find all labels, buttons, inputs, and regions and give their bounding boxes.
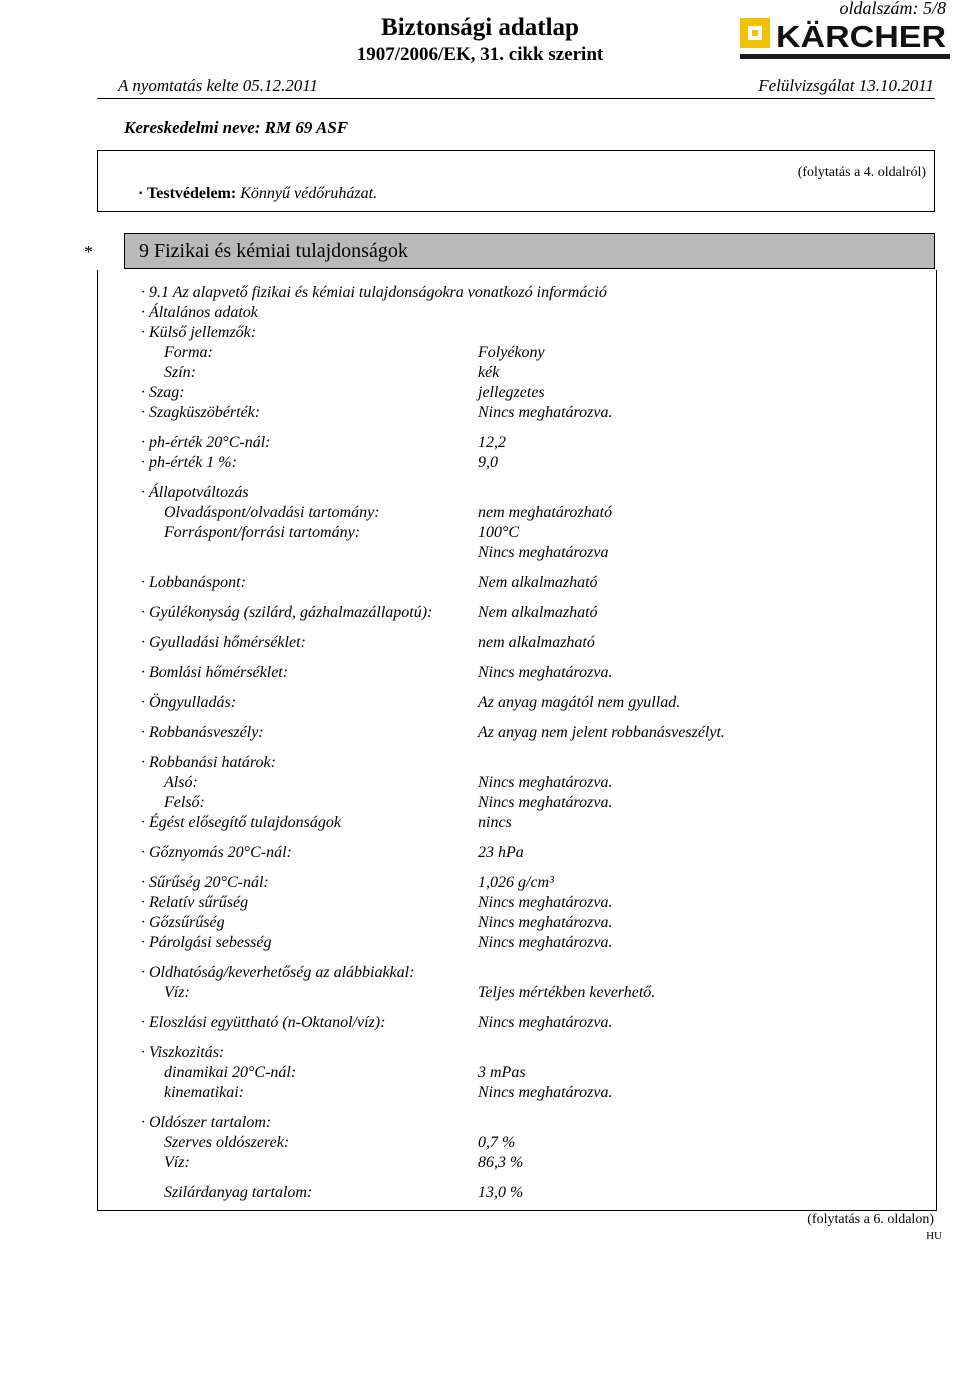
property-value: 1,026 g/cm³ xyxy=(478,874,554,891)
property-value: Nincs meghatározva. xyxy=(478,794,613,811)
property-value: 13,0 % xyxy=(478,1184,524,1201)
property-label: · Szagküszöbérték: xyxy=(141,404,261,421)
continuation-to: (folytatás a 6. oldalon) xyxy=(807,1212,934,1227)
property-value: 86,3 % xyxy=(478,1154,524,1171)
property-value: 100°C xyxy=(478,524,520,541)
property-value: Nincs meghatározva. xyxy=(478,914,613,931)
property-value: kék xyxy=(478,364,500,381)
property-label: dinamikai 20°C-nál: xyxy=(164,1064,297,1081)
property-label: · Általános adatok xyxy=(141,304,258,321)
property-value: Az anyag nem jelent robbanásveszélyt. xyxy=(478,724,725,741)
property-label: · 9.1 Az alapvető fizikai és kémiai tulajdonságokra vonatkozó információ xyxy=(141,284,607,301)
property-label: · Relatív sűrűség xyxy=(141,894,249,911)
property-value: jellegzetes xyxy=(478,384,545,401)
property-label: · Robbanásveszély: xyxy=(141,724,264,741)
property-label: · Lobbanáspont: xyxy=(141,574,246,591)
property-label: · Égést elősegítő tulajdonságok xyxy=(141,814,341,831)
property-value: Folyékony xyxy=(478,344,545,361)
continuation-box xyxy=(97,150,935,212)
logo-underline xyxy=(740,54,950,59)
property-label: Forma: xyxy=(164,344,213,361)
property-label: kinematikai: xyxy=(164,1084,244,1101)
property-value: nincs xyxy=(478,814,512,831)
page-number: oldalszám: 5/8 xyxy=(839,0,946,18)
body-protection-value: Könnyű védőruházat. xyxy=(240,185,378,202)
section-title: 9 Fizikai és kémiai tulajdonságok xyxy=(139,240,408,262)
property-label: · Viszkozitás: xyxy=(141,1044,225,1061)
document-subtitle: 1907/2006/EK, 31. cikk szerint xyxy=(356,44,604,65)
continuation-from: (folytatás a 4. oldalról) xyxy=(797,165,926,180)
property-label: Szilárdanyag tartalom: xyxy=(164,1184,313,1201)
property-label: Forráspont/forrási tartomány: xyxy=(164,524,361,541)
property-value: Nem alkalmazható xyxy=(478,574,598,591)
trade-name: Kereskedelmi neve: RM 69 ASF xyxy=(124,118,349,137)
property-label: · Szag: xyxy=(141,384,185,401)
property-value: Nincs meghatározva. xyxy=(478,934,613,951)
section-header xyxy=(124,233,935,269)
property-label: · Gyulladási hőmérséklet: xyxy=(141,634,306,651)
property-label: · Oldhatóság/keverhetőség az alábbiakkal: xyxy=(141,964,415,981)
language-code: HU xyxy=(926,1230,942,1242)
property-label: · ph-érték 1 %: xyxy=(141,454,237,471)
print-date: A nyomtatás kelte 05.12.2011 xyxy=(118,76,319,95)
header-divider xyxy=(97,98,935,99)
property-label: · Gyúlékonyság (szilárd, gázhalmazállapotú): xyxy=(141,604,433,621)
property-value: Nincs meghatározva. xyxy=(478,664,613,681)
property-value: Nincs meghatározva. xyxy=(478,404,613,421)
property-label: · Bomlási hőmérséklet: xyxy=(141,664,289,681)
property-value: 0,7 % xyxy=(478,1134,516,1151)
document-title: Biztonsági adatlap xyxy=(381,14,579,41)
property-value: Nincs meghatározva. xyxy=(478,894,613,911)
property-label: Alsó: xyxy=(164,774,198,791)
property-value: Az anyag magától nem gyullad. xyxy=(478,694,681,711)
property-label: Víz: xyxy=(164,1154,190,1171)
review-date: Felülvizsgálat 13.10.2011 xyxy=(758,76,934,95)
property-value: Nincs meghatározva xyxy=(478,544,609,561)
property-value: nem alkalmazható xyxy=(478,634,595,651)
property-value: 12,2 xyxy=(478,434,506,451)
property-value: 3 mPas xyxy=(478,1064,526,1081)
property-value: Nincs meghatározva. xyxy=(478,1014,613,1031)
property-label: Szerves oldószerek: xyxy=(164,1134,290,1151)
property-label: Szín: xyxy=(164,364,196,381)
property-label: · Eloszlási együttható (n-Oktanol/víz): xyxy=(141,1014,386,1031)
karcher-logo xyxy=(740,16,950,52)
revision-marker: * xyxy=(84,242,93,262)
property-label: · Gőznyomás 20°C-nál: xyxy=(141,844,292,861)
property-label: · Párolgási sebesség xyxy=(141,934,272,951)
property-label: Víz: xyxy=(164,984,190,1001)
property-label: · Állapotváltozás xyxy=(141,484,249,501)
property-value: Teljes mértékben keverhető. xyxy=(478,984,656,1001)
property-value: Nincs meghatározva. xyxy=(478,1084,613,1101)
body-protection xyxy=(138,185,377,203)
body-protection-label: · Testvédelem: xyxy=(138,185,237,202)
property-value: Nem alkalmazható xyxy=(478,604,598,621)
logo-text: KÄRCHER xyxy=(776,19,946,52)
property-label: · Robbanási határok: xyxy=(141,754,276,771)
property-value: 23 hPa xyxy=(478,844,524,861)
section-content xyxy=(97,270,937,1211)
property-label: · Sűrűség 20°C-nál: xyxy=(141,874,269,891)
property-value: nem meghatározható xyxy=(478,504,613,521)
property-label: · Gőzsűrűség xyxy=(141,914,225,931)
property-label: Olvadáspont/olvadási tartomány: xyxy=(164,504,380,521)
property-value: 9,0 xyxy=(478,454,498,471)
property-label: · ph-érték 20°C-nál: xyxy=(141,434,271,451)
property-label: · Öngyulladás: xyxy=(141,694,237,711)
property-value: Nincs meghatározva. xyxy=(478,774,613,791)
property-label: · Oldószer tartalom: xyxy=(141,1114,272,1131)
property-label: Felső: xyxy=(164,794,205,811)
property-label: · Külső jellemzők: xyxy=(141,324,257,341)
